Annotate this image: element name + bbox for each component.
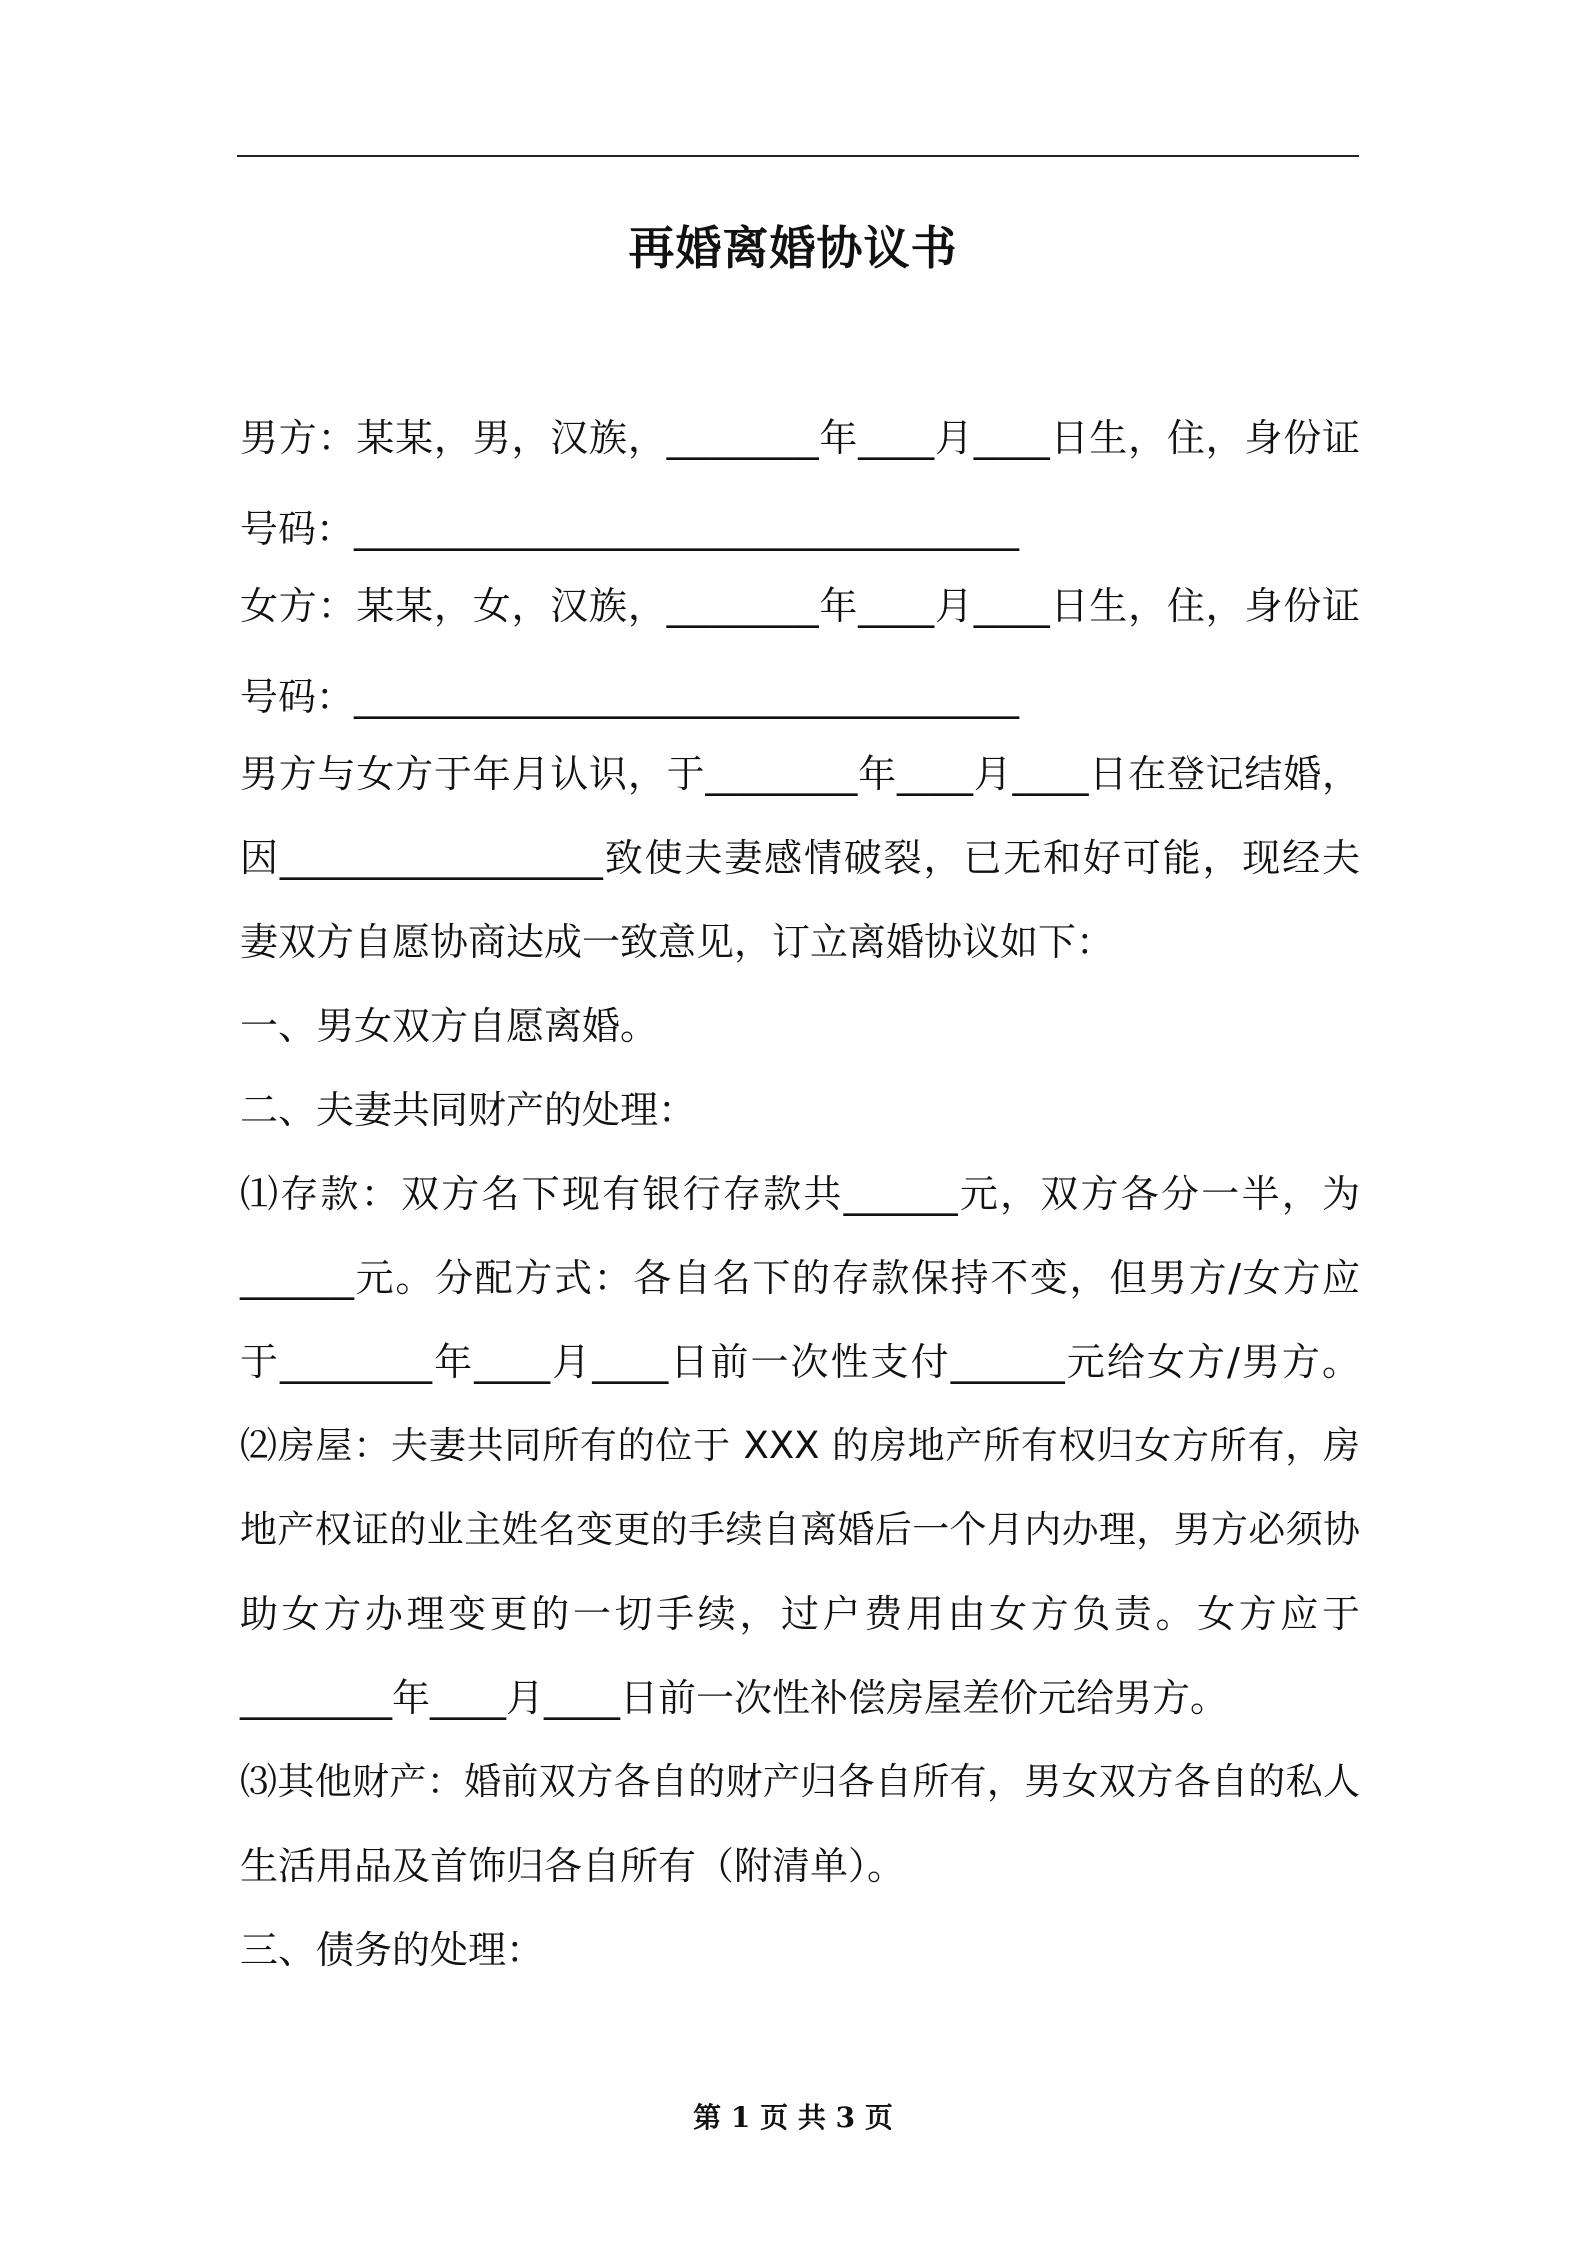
section-heading: 二、夫妻共同财产的处理： xyxy=(240,1088,697,1132)
text-line: 妻双方自愿协商达成一致意见，订立离婚协议如下： xyxy=(240,920,1115,964)
section-heading: 三、债务的处理： xyxy=(240,1928,545,1972)
text-line: 生活用品及首饰归各自所有（附清单）。 xyxy=(240,1844,906,1888)
text-line: 于________年____月____日前一次性支付______元给女方/男方。 xyxy=(240,1340,1360,1384)
document-title: 再婚离婚协议书 xyxy=(628,221,958,275)
text-line: 号码：___________________________________ xyxy=(240,507,1020,551)
text-line: 地产权证的业主姓名变更的手续自离婚后一个月内办理，男方必须协 xyxy=(240,1508,1360,1551)
text-line: 号码：___________________________________ xyxy=(240,675,1020,719)
page-footer: 第 1 页 共 3 页 xyxy=(693,2101,893,2134)
text-line: 男方：某某，男，汉族，________年____月____日生，住，身份证 xyxy=(240,416,1360,460)
text-line: ______元。分配方式：各自名下的存款保持不变，但男方/女方应 xyxy=(240,1256,1360,1300)
text-line: 助女方办理变更的一切手续，过户费用由女方负责。女方应于 xyxy=(240,1592,1360,1636)
text-line: 因_________________致使夫妻感情破裂，已无和好可能，现经夫 xyxy=(240,836,1360,880)
header-rule xyxy=(237,155,1359,157)
text-line: ⑵房屋：夫妻共同所有的位于 XXX 的房地产所有权归女方所有，房 xyxy=(240,1424,1360,1467)
text-line: 女方：某某，女，汉族，________年____月____日生，住，身份证 xyxy=(240,584,1360,628)
text-line: 男方与女方于年月认识，于________年____月____日在登记结婚， xyxy=(240,752,1360,796)
text-line: ⑶其他财产：婚前双方各自的财产归各自所有，男女双方各自的私人 xyxy=(240,1760,1360,1803)
section-heading: 一、男女双方自愿离婚。 xyxy=(240,1004,659,1048)
text-line: ⑴存款：双方名下现有银行存款共______元，双方各分一半，为 xyxy=(240,1172,1360,1216)
text-line: ________年____月____日前一次性补偿房屋差价元给男方。 xyxy=(240,1676,1229,1720)
